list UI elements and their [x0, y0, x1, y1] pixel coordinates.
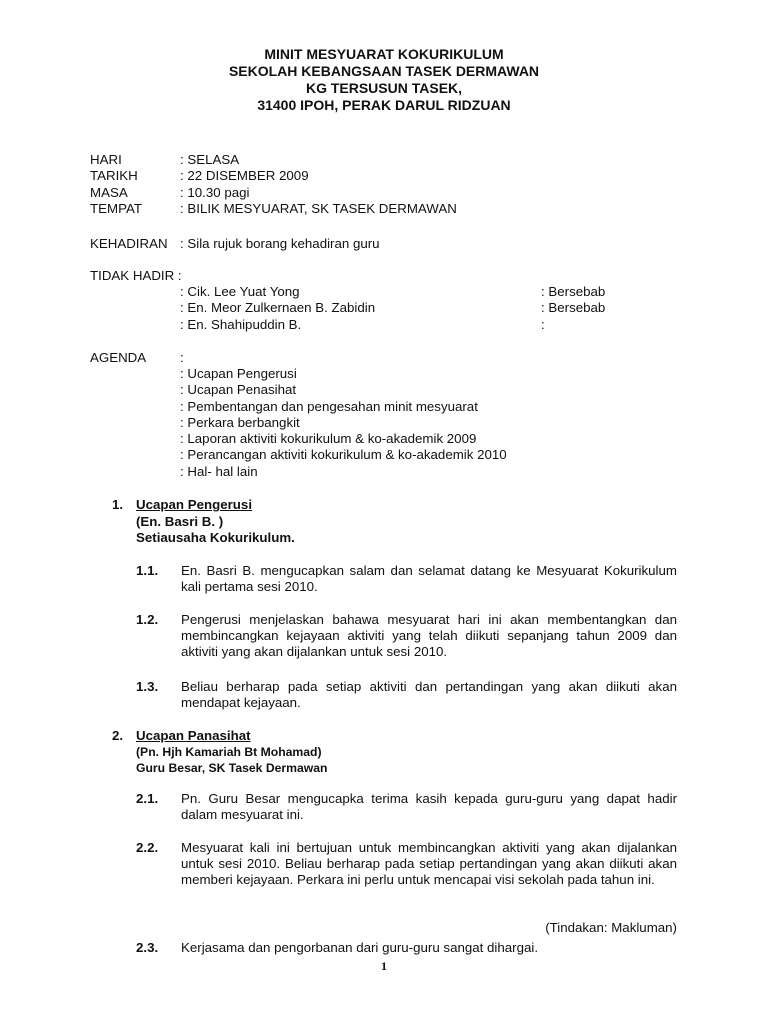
- header-title: MINIT MESYUARAT KOKURIKULUM: [264, 46, 504, 62]
- agenda-list: [180, 366, 507, 480]
- section-speaker-name: (En. Basri B. ): [136, 514, 224, 529]
- section-speaker-name: (Pn. Hjh Kamariah Bt Mohamad): [136, 745, 322, 759]
- item-text: Kerjasama dan pengorbanan dari guru-guru sangat dihargai.: [181, 940, 539, 955]
- agenda-item: : Perancangan aktiviti kokurikulum & ko-akademik 2010: [180, 447, 507, 463]
- document-header: [0, 46, 768, 114]
- item-text: En. Basri B. mengucapkan salam dan selamat datang ke Mesyuarat Kokurikulum kali pertama sesi 2010.: [181, 563, 677, 594]
- item-text: Pn. Guru Besar mengucapka terima kasih kepada guru-guru yang dapat hadir dalam mesyuarat ini.: [181, 791, 677, 822]
- absent-row: [180, 317, 660, 333]
- item-text: Beliau berharap pada setiap aktiviti dan pertandingan yang akan diikuti akan mendapat kejayaan.: [181, 679, 677, 710]
- item-number: 1.1.: [136, 563, 159, 578]
- agenda-item: : Hal- hal lain: [180, 463, 258, 479]
- attendance-label: KEHADIRAN: [90, 236, 168, 251]
- section-title: Ucapan Pengerusi: [136, 497, 253, 512]
- info-value: : 10.30 pagi: [180, 184, 250, 200]
- page-number: 1: [381, 959, 387, 973]
- absent-reason: :: [541, 316, 545, 332]
- item-number: 1.3.: [136, 679, 159, 694]
- info-value: : 22 DISEMBER 2009: [180, 168, 309, 184]
- absent-row: [180, 300, 660, 316]
- absent-reason: : Bersebab: [541, 300, 606, 316]
- item-number: 2.1.: [136, 791, 159, 806]
- info-label: HARI: [90, 152, 122, 167]
- absent-label: TIDAK HADIR :: [90, 268, 182, 283]
- absent-name: : En. Shahipuddin B.: [180, 316, 302, 332]
- section-number: 1.: [112, 497, 124, 512]
- section-speaker-role: Setiausaha Kokurikulum.: [136, 530, 295, 545]
- item-text: Mesyuarat kali ini bertujuan untuk membincangkan aktiviti yang akan dijalankan untuk sesi 2010. Beliau berharap pada setiap pertandingan yang akan diikuti akan memberi kejayaan. Perkara ini perlu untuk mencapai visi sekolah pada tahun ini.: [181, 840, 677, 887]
- agenda-colon: :: [180, 350, 184, 365]
- header-postcode-line: 31400 IPOH, PERAK DARUL RIDZUAN: [257, 97, 511, 113]
- info-label: TEMPAT: [90, 200, 142, 216]
- agenda-item: : Ucapan Pengerusi: [180, 366, 297, 381]
- absent-list: [180, 284, 660, 333]
- item-number: 2.2.: [136, 840, 159, 855]
- section-speaker-role: Guru Besar, SK Tasek Dermawan: [136, 761, 328, 775]
- absent-row: [180, 284, 660, 300]
- agenda-item: : Pembentangan dan pengesahan minit mesyuarat: [180, 398, 478, 414]
- agenda-item: : Perkara berbangkit: [180, 414, 300, 430]
- attendance-row: [90, 236, 380, 252]
- attendance-value: : Sila rujuk borang kehadiran guru: [180, 236, 380, 251]
- absent-reason: : Bersebab: [541, 284, 606, 299]
- header-school-name: SEKOLAH KEBANGSAAN TASEK DERMAWAN: [228, 63, 540, 79]
- absent-name: : Cik. Lee Yuat Yong: [180, 284, 300, 299]
- item-number: 2.3.: [136, 940, 159, 955]
- agenda-label: AGENDA: [90, 350, 147, 365]
- info-label: TARIKH: [90, 168, 138, 184]
- absent-name: : En. Meor Zulkernaen B. Zabidin: [180, 300, 376, 316]
- action-note: (Tindakan: Makluman): [545, 920, 677, 935]
- info-value: : BILIK MESYUARAT, SK TASEK DERMAWAN: [180, 200, 457, 216]
- header-address-line: KG TERSUSUN TASEK,: [305, 80, 463, 96]
- item-number: 1.2.: [136, 612, 159, 627]
- agenda-item: : Ucapan Penasihat: [180, 382, 297, 398]
- agenda-item: : Laporan aktiviti kokurikulum & ko-akademik 2009: [180, 431, 477, 447]
- section-number: 2.: [112, 728, 124, 743]
- section-title: Ucapan Panasihat: [136, 728, 251, 743]
- info-label: MASA: [90, 184, 128, 200]
- info-value: : SELASA: [180, 152, 240, 167]
- item-text: Pengerusi menjelaskan bahawa mesyuarat hari ini akan membentangkan dan membincangkan kejayaan aktiviti yang telah diikuti sepanjang tahun 2009 dan aktiviti yang akan dijalankan untuk sesi 2010.: [181, 612, 677, 659]
